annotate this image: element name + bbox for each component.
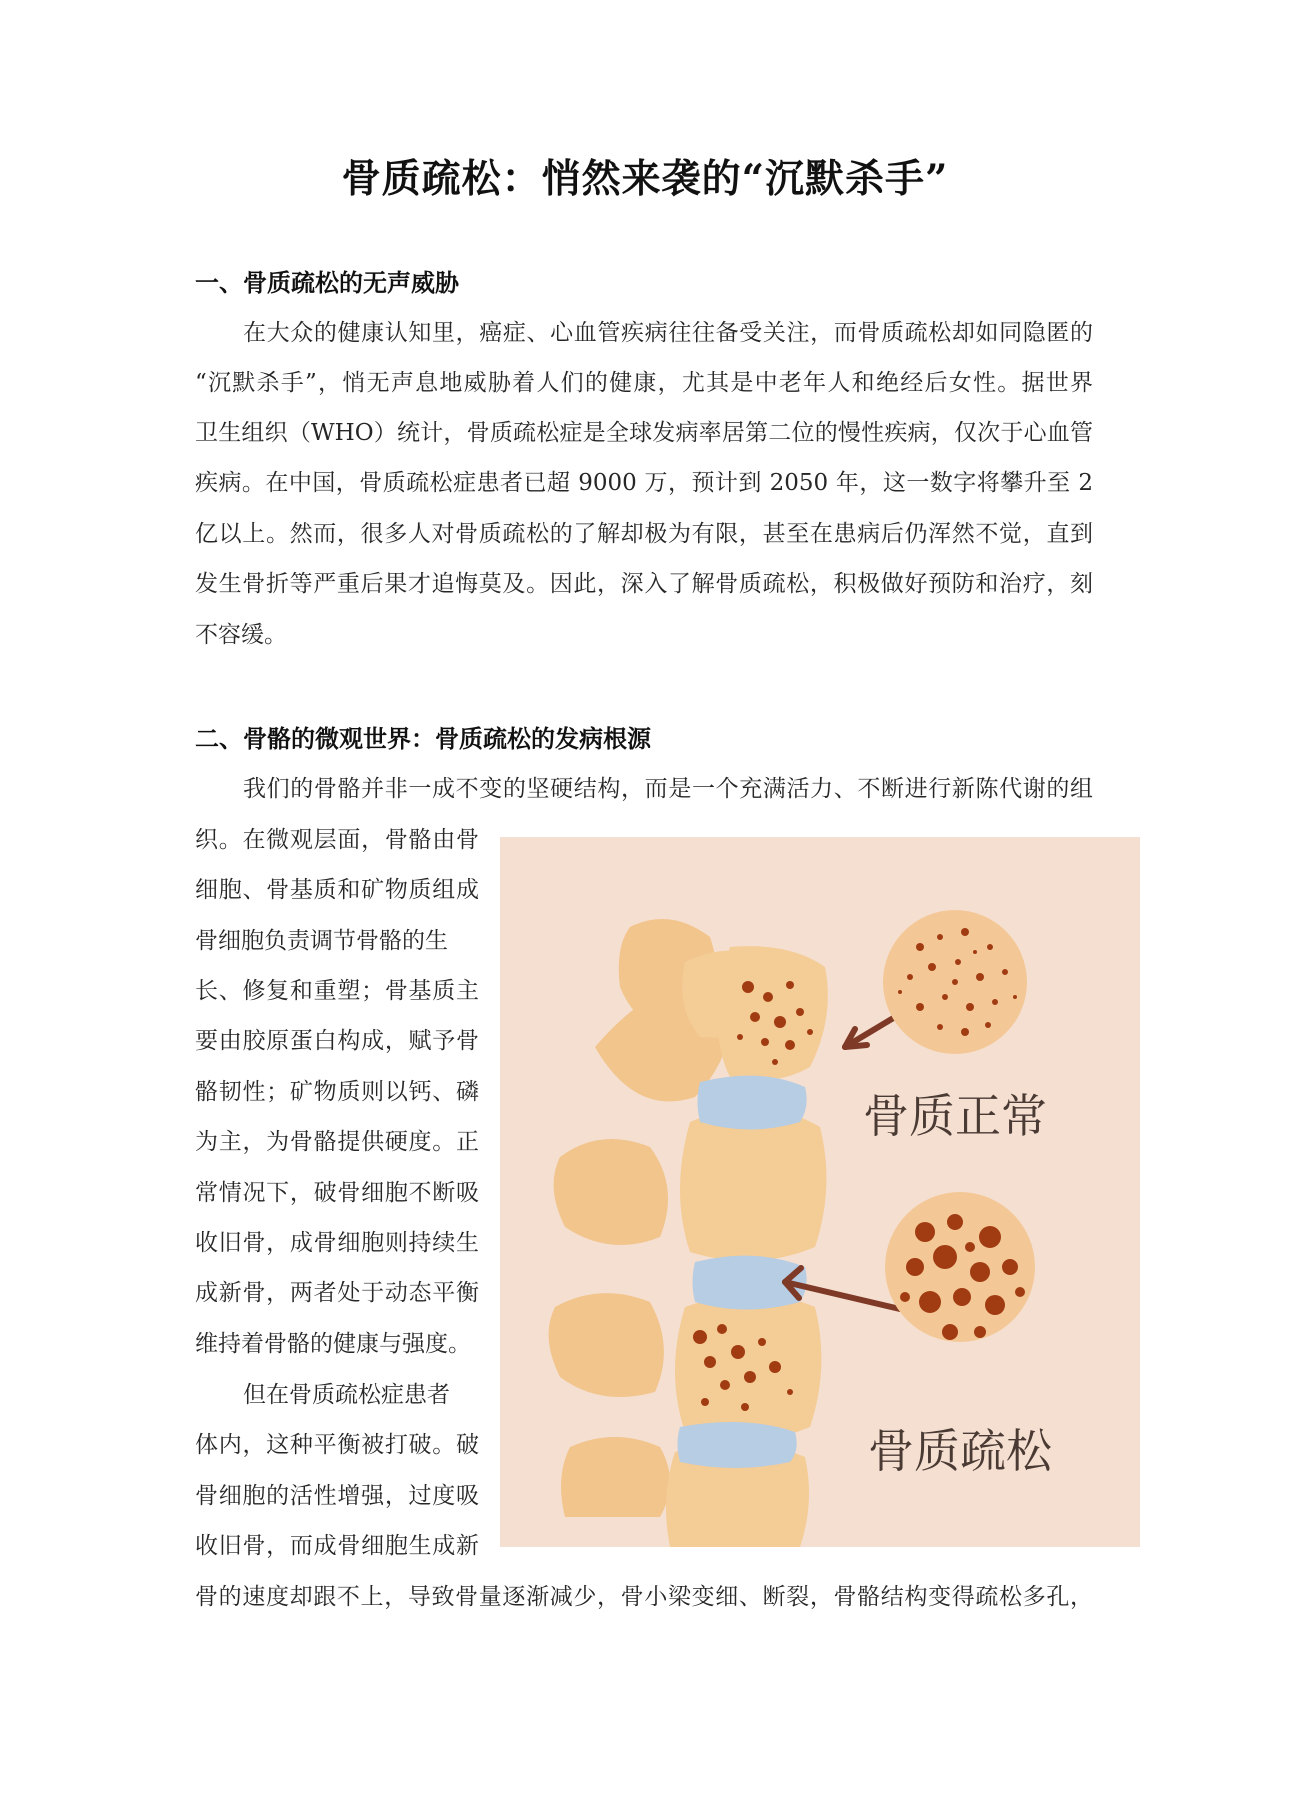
spine-comparison-graphic: [500, 837, 1140, 1547]
paragraph-line: 成新骨，两者处于动态平衡: [195, 1280, 479, 1306]
paragraph-line: 细胞、骨基质和矿物质组成: [195, 877, 479, 903]
paragraph-line: 骨细胞的活性增强，过度吸: [195, 1483, 479, 1509]
paragraph-line: 我们的骨骼并非一成不变的坚硬结构，而是一个充满活力、不断进行新陈代谢的组: [243, 776, 1093, 802]
paragraph-line: 在大众的健康认知里，癌症、心血管疾病往往备受关注，而骨质疏松却如同隐匿的: [243, 320, 1093, 346]
porous-bone-circle: [885, 1192, 1035, 1342]
normal-bone-label: 骨质正常: [863, 1089, 1047, 1143]
paragraph-line: 骨细胞负责调节骨骼的生: [195, 928, 448, 954]
section-2-heading: 二、骨骼的微观世界：骨质疏松的发病根源: [195, 724, 651, 753]
paragraph-line: 收旧骨，成骨细胞则持续生: [195, 1230, 479, 1256]
paragraph-line: 卫生组织（WHO）统计，骨质疏松症是全球发病率居第二位的慢性疾病，仅次于心血管: [195, 420, 1093, 446]
paragraph-line: 但在骨质疏松症患者: [243, 1382, 450, 1408]
paragraph-line: 体内，这种平衡被打破。破: [195, 1432, 479, 1458]
paragraph-line: 发生骨折等严重后果才追悔莫及。因此，深入了解骨质疏松，积极做好预防和治疗，刻: [195, 571, 1093, 597]
normal-bone-circle: [883, 910, 1027, 1054]
paragraph-line: 收旧骨，而成骨细胞生成新: [195, 1533, 479, 1559]
document-title: 骨质疏松：悄然来袭的“沉默杀手”: [341, 156, 949, 202]
paragraph-line: 为主，为骨骼提供硬度。正: [195, 1129, 479, 1155]
paragraph-line: 骼韧性；矿物质则以钙、磷: [195, 1079, 479, 1105]
paragraph-line: “沉默杀手”，悄无声息地威胁着人们的健康，尤其是中老年人和绝经后女性。据世界: [195, 370, 1093, 396]
paragraph-line: 亿以上。然而，很多人对骨质疏松的了解却极为有限，甚至在患病后仍浑然不觉，直到: [195, 521, 1093, 547]
paragraph-line: 要由胶原蛋白构成，赋予骨: [195, 1028, 479, 1054]
paragraph-line: 织。在微观层面，骨骼由骨: [195, 827, 479, 853]
porous-bone-label: 骨质疏松: [868, 1424, 1052, 1478]
spine-icon: [549, 919, 828, 1547]
osteoporosis-illustration: [500, 837, 1140, 1547]
paragraph-line: 长、修复和重塑；骨基质主: [195, 978, 479, 1004]
paragraph-line: 疾病。在中国，骨质疏松症患者已超 9000 万，预计到 2050 年，这一数字将攀升至 2: [195, 470, 1093, 496]
paragraph-line: 维持着骨骼的健康与强度。: [195, 1331, 471, 1357]
paragraph-line: 常情况下，破骨细胞不断吸: [195, 1180, 479, 1206]
paragraph-line: 骨的速度却跟不上，导致骨量逐渐减少，骨小梁变细、断裂，骨骼结构变得疏松多孔，: [195, 1584, 1093, 1610]
section-1-heading: 一、骨质疏松的无声威胁: [195, 268, 459, 297]
paragraph-line: 不容缓。: [195, 622, 287, 648]
